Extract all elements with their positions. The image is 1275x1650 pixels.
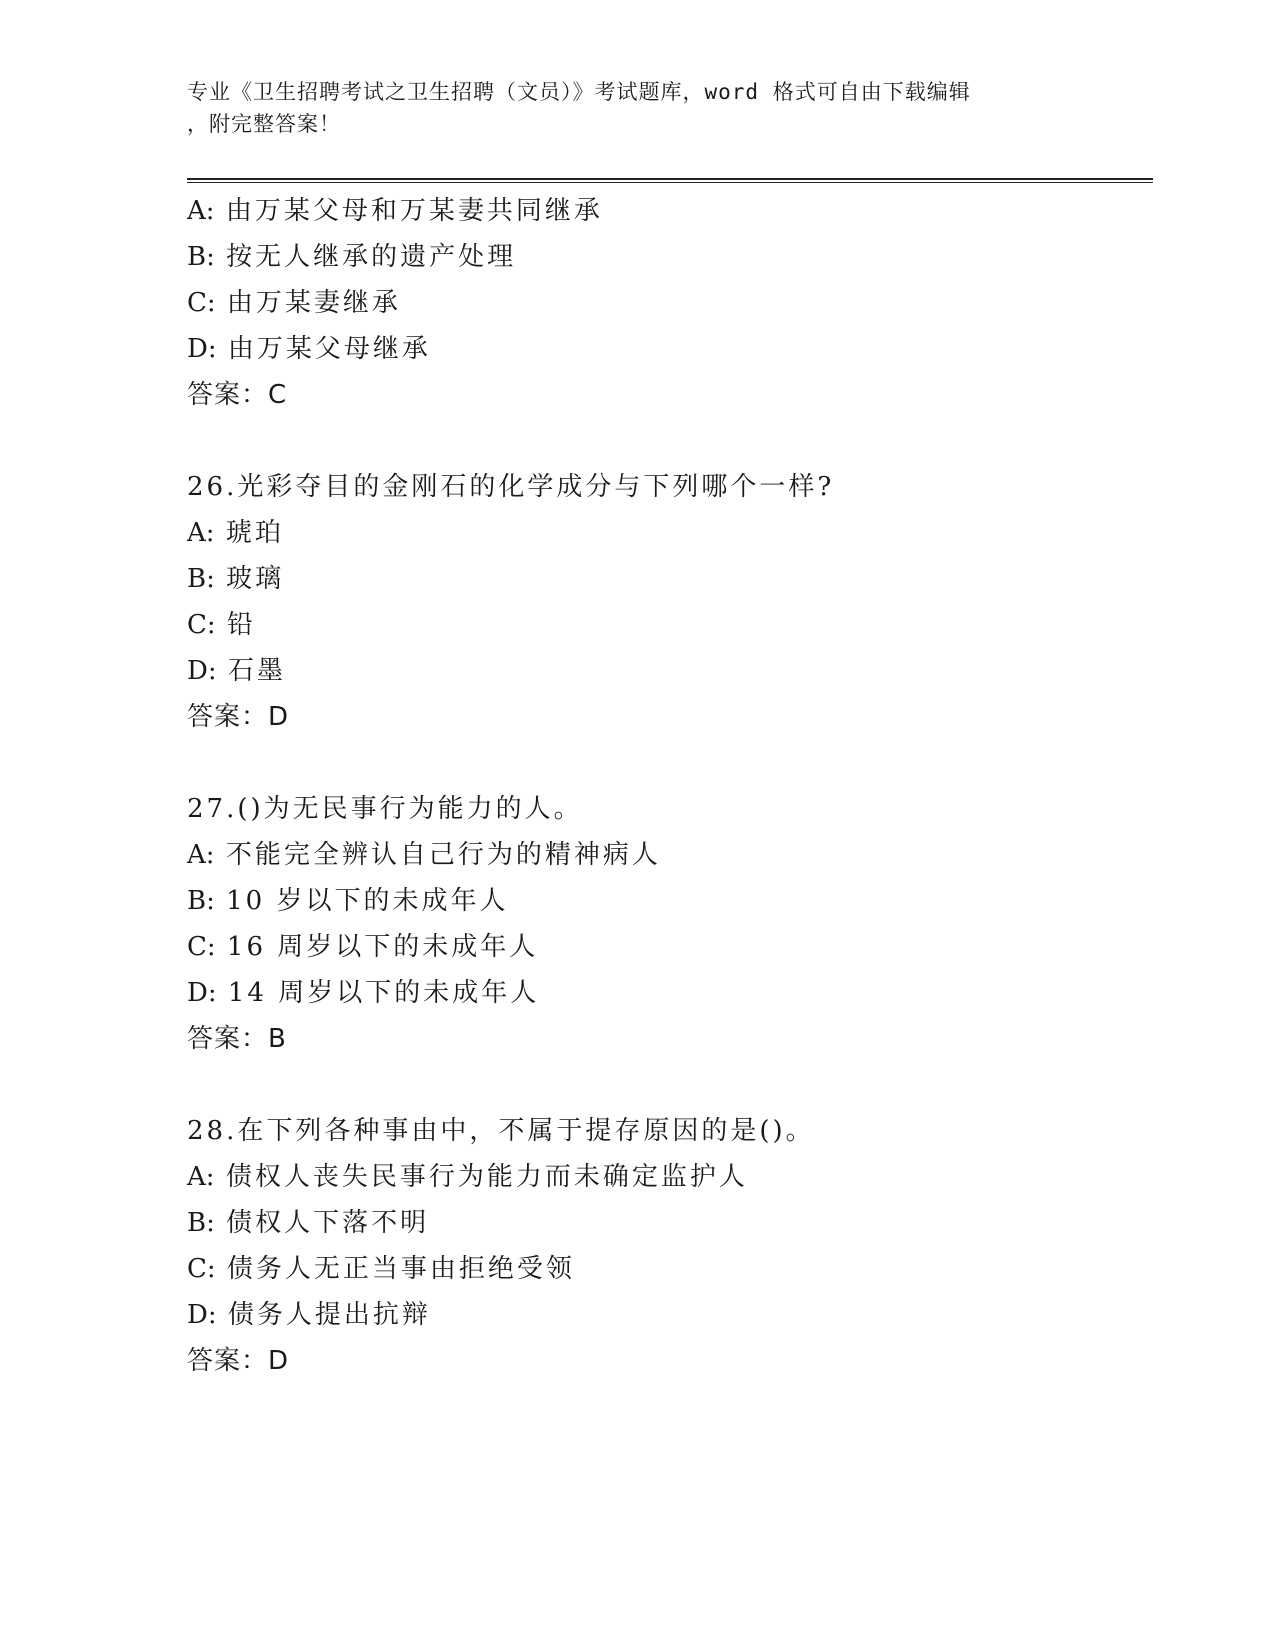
option-a: A: 债权人丧失民事行为能力而未确定监护人 [187, 1162, 748, 1192]
answer: 答案：B [187, 1024, 287, 1054]
question-25 [187, 188, 1147, 418]
option-a: A: 由万某父母和万某妻共同继承 [187, 196, 603, 226]
question-list [187, 188, 1147, 1384]
option-d: D: 由万某父母继承 [187, 334, 431, 364]
option-c: C: 由万某妻继承 [187, 288, 401, 318]
question-stem: 26.光彩夺目的金刚石的化学成分与下列哪个一样? [187, 472, 835, 502]
question-26 [187, 464, 1147, 740]
question-28 [187, 1108, 1147, 1384]
answer: 答案：D [187, 702, 290, 732]
option-d: D: 14 周岁以下的未成年人 [187, 978, 540, 1008]
option-b: B: 10 岁以下的未成年人 [187, 886, 509, 916]
document-header [187, 76, 1067, 140]
option-d: D: 石墨 [187, 656, 286, 686]
option-c: C: 铅 [187, 610, 256, 640]
question-27 [187, 786, 1147, 1062]
option-b: B: 债权人下落不明 [187, 1208, 430, 1238]
header-divider [187, 178, 1153, 183]
header-line-2: ，附完整答案！ [187, 112, 341, 136]
option-a: A: 不能完全辨认自己行为的精神病人 [187, 840, 661, 870]
option-d: D: 债务人提出抗辩 [187, 1300, 431, 1330]
option-b: B: 按无人继承的遗产处理 [187, 242, 517, 272]
question-stem: 27.()为无民事行为能力的人。 [187, 794, 583, 824]
option-b: B: 玻璃 [187, 564, 285, 594]
header-line-1: 专业《卫生招聘考试之卫生招聘（文员）》考试题库，word 格式可自由下载编辑 [187, 80, 971, 104]
answer: 答案：C [187, 380, 288, 410]
option-c: C: 16 周岁以下的未成年人 [187, 932, 539, 962]
answer: 答案：D [187, 1346, 290, 1376]
question-stem: 28.在下列各种事由中，不属于提存原因的是()。 [187, 1116, 815, 1146]
option-c: C: 债务人无正当事由拒绝受领 [187, 1254, 575, 1284]
option-a: A: 琥珀 [187, 518, 284, 548]
